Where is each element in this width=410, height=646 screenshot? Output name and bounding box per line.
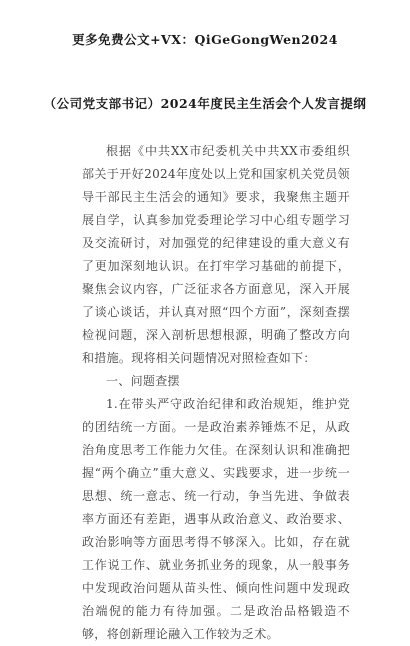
item-1-paragraph: 1.在带头严守政治纪律和政治规矩，维护党的团结统一方面。一是政治素养锤炼不足，从政治角度思考工作能力欠佳。在深刻认识和准确把握“两个确立”重大意义、实践要求，进一步统一思想、统一意志、统一行动，争当先进、争做表率方面还有差距，遇事从政治意义、政治要求、政治影响等方面思考得不够深入。比如，存在就工作说工作、就业务抓业务的现象，从一般事务中发现政治问题从苗头性、倾向性问题中发现政治端倪的能力有待加强。二是政治品格锻造不够，将创新理论融入工作较为乏术。 <box>82 397 350 641</box>
header-note: 更多免费公文+VX：QiGeGongWen2024 <box>72 32 338 47</box>
section-heading: 一、问题查摆 <box>106 374 180 388</box>
intro-paragraph: 根据《中共XX市纪委机关中共XX市委组织部关于开好2024年度处以上党和国家机关党员领导干部民主生活会的通知》要求，我聚焦主题开展自学，认真参加党委理论学习中心组专题学习及交流研讨，对加强党的纪律建设的重大意义有了更加深刻地认识。在打牢学习基础的前提下，聚焦会议内容，广泛征求各方面意见，深入开展了谈心谈话，并认真对照“四个方面”，深刻查摆检视问题，深入剖析思想根源，明确了整改方向和措施。现将相关问题情况对照检查如下： <box>82 144 350 365</box>
document-body <box>82 140 350 646</box>
document-title: （公司党支部书记）2024年度民主生活会个人发言提纲 <box>43 96 367 111</box>
